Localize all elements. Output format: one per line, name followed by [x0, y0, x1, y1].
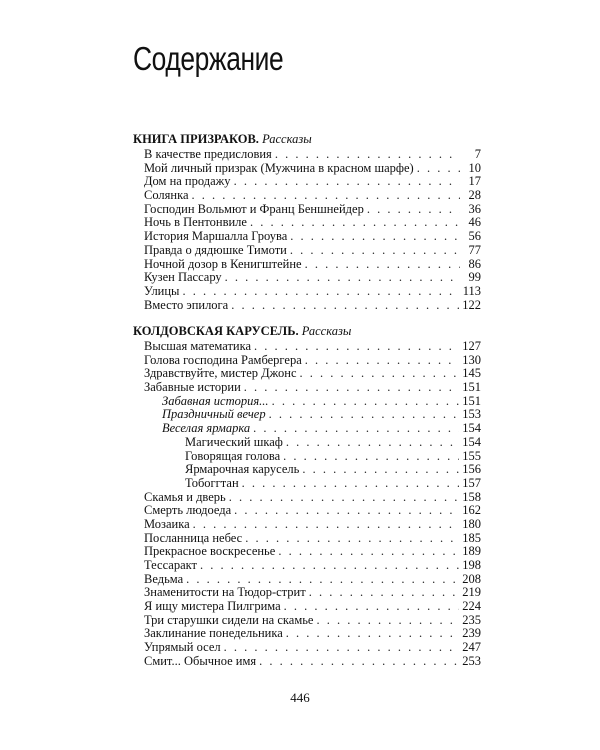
entry-title: Кузен Пассару — [144, 270, 222, 285]
entry-title: Посланница небес — [144, 530, 243, 545]
toc-entry[interactable] — [133, 354, 481, 368]
page-title: Содержание — [133, 40, 284, 77]
entry-page: 162 — [462, 503, 481, 518]
entry-title: Тобоггтан — [185, 475, 239, 490]
entry-page: 253 — [462, 653, 481, 668]
section-heading — [133, 131, 481, 148]
toc-entry[interactable] — [133, 614, 481, 628]
entry-title: Заклинание понедельника — [144, 626, 283, 641]
entry-page: 10 — [468, 160, 481, 175]
entry-title: Голова господина Рамбергера — [144, 352, 302, 367]
entry-page: 158 — [462, 489, 481, 504]
toc-entry[interactable] — [133, 518, 481, 532]
entry-page: 127 — [462, 339, 481, 353]
toc-entry[interactable] — [133, 586, 481, 600]
toc-entry[interactable] — [133, 655, 481, 669]
entry-title: Знаменитости на Тюдор-стрит — [144, 585, 306, 600]
toc-entry[interactable] — [133, 381, 481, 395]
toc-entry[interactable] — [133, 559, 481, 573]
toc-entry[interactable] — [133, 491, 481, 505]
entry-title: Солянка — [144, 188, 189, 203]
toc-section-witch-carousel — [133, 323, 481, 669]
entry-title: Вместо эпилога — [144, 297, 229, 312]
toc-entry[interactable] — [133, 162, 481, 176]
entry-title: Магический шкаф — [185, 434, 283, 449]
entry-page: 155 — [462, 448, 481, 463]
entry-title: Смит... Обычное имя — [144, 653, 257, 668]
entry-page: 86 — [468, 256, 481, 271]
entry-title: Говорящая голова — [185, 448, 281, 463]
toc-entry[interactable] — [133, 299, 481, 313]
toc-entry[interactable] — [133, 627, 481, 641]
toc-entry[interactable] — [133, 148, 481, 162]
entry-page: 151 — [462, 393, 481, 408]
toc-entry[interactable] — [133, 189, 481, 203]
entry-title: Веселая ярмарка — [162, 421, 251, 436]
toc-entry[interactable] — [133, 641, 481, 655]
entry-page: 239 — [462, 626, 481, 641]
entry-title: Господин Вольмют и Франц Беншнейдер — [144, 201, 364, 216]
entry-page: 180 — [462, 516, 481, 531]
entry-page: 154 — [462, 434, 481, 449]
entry-title: Скамья и дверь — [144, 489, 226, 504]
entry-page: 99 — [468, 270, 481, 285]
toc-subentry[interactable] — [133, 395, 481, 409]
entry-page: 7 — [474, 147, 481, 161]
entry-page: 219 — [462, 585, 481, 600]
toc-entry[interactable] — [133, 175, 481, 189]
entry-page: 28 — [468, 188, 481, 203]
entry-title: Тессаракт — [144, 558, 197, 572]
entry-page: 235 — [462, 612, 481, 627]
entry-page: 56 — [468, 229, 481, 244]
entry-title: Правда о дядюшке Тимоти — [144, 242, 287, 257]
entry-title: Три старушки сидели на скамье — [144, 612, 314, 627]
toc-entry[interactable] — [133, 532, 481, 546]
entry-title: Забавная история... — [162, 393, 269, 408]
entry-page: 17 — [468, 174, 481, 189]
entry-page: 130 — [462, 352, 481, 367]
toc-entry[interactable] — [133, 367, 481, 381]
entry-page: 77 — [468, 242, 481, 257]
entry-title: Упрямый осел — [144, 640, 221, 655]
entry-page: 113 — [462, 283, 481, 298]
toc-entry[interactable] — [133, 285, 481, 299]
entry-page: 122 — [462, 297, 481, 312]
toc-entry[interactable] — [133, 600, 481, 614]
entry-title: Ярмарочная карусель — [185, 462, 300, 477]
entry-page: 189 — [462, 544, 481, 559]
toc-subsubentry[interactable] — [133, 477, 481, 491]
entry-title: Здравствуйте, мистер Джонс — [144, 366, 297, 381]
toc-entry[interactable] — [133, 216, 481, 230]
toc-entry[interactable] — [133, 340, 481, 354]
entry-title: Ведьма — [144, 571, 184, 586]
entry-page: 208 — [462, 571, 481, 586]
section-title: КОЛДОВСКАЯ КАРУСЕЛЬ. — [133, 324, 299, 338]
toc-entry[interactable] — [133, 271, 481, 285]
entry-title: Мозаика — [144, 516, 190, 531]
entry-title: Забавные истории — [144, 380, 241, 395]
toc-entry[interactable] — [133, 504, 481, 518]
entry-page: 157 — [462, 475, 481, 490]
toc-entry[interactable] — [133, 545, 481, 559]
entry-title: История Маршалла Гроува — [144, 229, 288, 244]
toc-entry[interactable] — [133, 244, 481, 258]
entry-title: Смерть людоеда — [144, 503, 232, 518]
entry-page: 224 — [462, 599, 481, 614]
toc-subsubentry[interactable] — [133, 436, 481, 450]
entry-title: Высшая математика — [144, 339, 252, 353]
toc-subentry[interactable] — [133, 422, 481, 436]
entry-page: 145 — [462, 366, 481, 381]
entry-page: 46 — [468, 215, 481, 230]
entry-page: 151 — [462, 380, 481, 395]
toc-entry[interactable] — [133, 230, 481, 244]
entry-title: В качестве предисловия — [144, 147, 272, 161]
toc-subsubentry[interactable] — [133, 450, 481, 464]
entry-title: Праздничный вечер — [162, 407, 266, 422]
section-subtitle: Рассказы — [262, 132, 312, 146]
entry-page: 198 — [462, 558, 481, 572]
entry-title: Мой личный призрак (Мужчина в красном шарфе) — [144, 160, 414, 175]
page-number: 446 — [290, 690, 310, 705]
section-title: КНИГА ПРИЗРАКОВ. — [133, 132, 259, 146]
entry-title: Ночной дозор в Кенигштейне — [144, 256, 302, 271]
entry-page: 154 — [462, 421, 481, 436]
toc-entry[interactable] — [133, 573, 481, 587]
entry-title: Дом на продажу — [144, 174, 231, 189]
entry-title: Ночь в Пентонвиле — [144, 215, 247, 230]
entry-page: 156 — [462, 462, 481, 477]
toc-entry[interactable] — [133, 203, 481, 217]
toc-section-book-of-ghosts — [133, 131, 481, 312]
toc-subentry[interactable] — [133, 408, 481, 422]
entry-page: 36 — [468, 201, 481, 216]
section-heading — [133, 323, 481, 340]
section-subtitle: Рассказы — [301, 324, 352, 338]
entry-title: Я ищу мистера Пилгрима — [144, 599, 281, 614]
toc-subsubentry[interactable] — [133, 463, 481, 477]
entry-title: Прекрасное воскресенье — [144, 544, 276, 559]
entry-page: 153 — [462, 407, 481, 422]
entry-page: 185 — [462, 530, 481, 545]
toc-entry[interactable] — [133, 258, 481, 272]
entry-page: 247 — [462, 640, 481, 655]
entry-title: Улицы — [144, 283, 180, 298]
